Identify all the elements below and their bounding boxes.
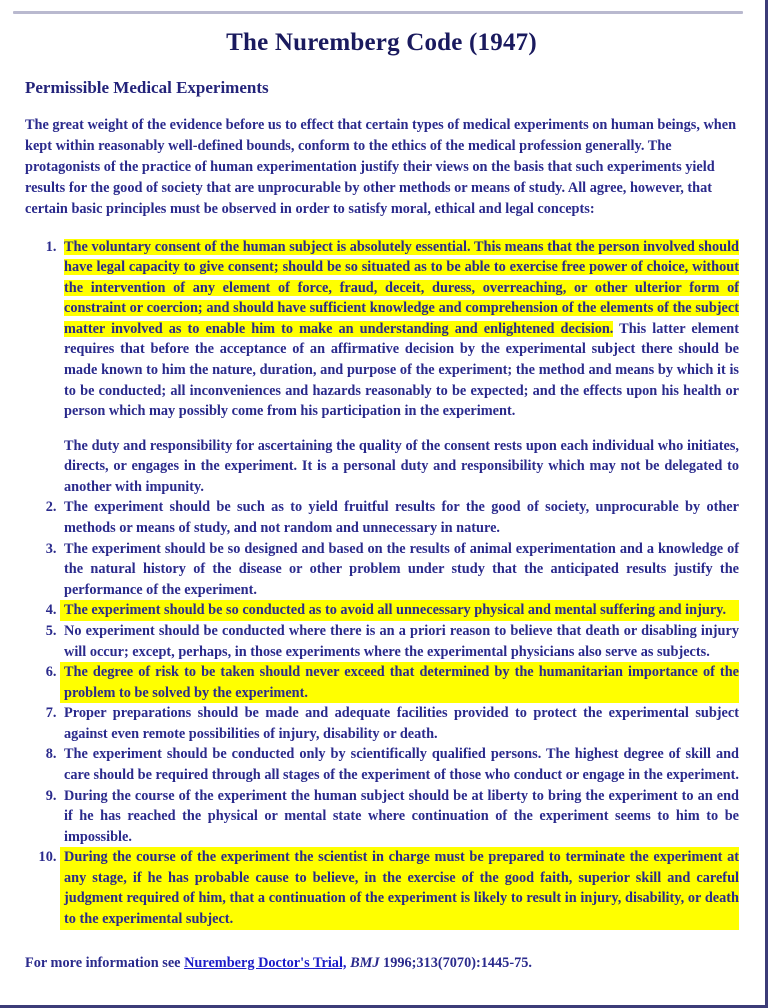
section-subtitle: Permissible Medical Experiments: [25, 77, 269, 97]
principles-list: [24, 237, 739, 930]
principle-item-5: [60, 621, 739, 662]
principle-1-paragraph-1: [64, 237, 739, 422]
principle-7-text: Proper preparations should be made and adequate facilities provided to protect the experimental subject against even remote possibilities of injury, disability or death.: [64, 705, 739, 742]
journal-name: BMJ: [350, 954, 380, 971]
citation-detail: 1996;313(7070):1445-75.: [379, 954, 532, 971]
principle-item-2: [60, 497, 739, 538]
nuremberg-doctors-trial-link[interactable]: Nuremberg Doctor's Trial,: [184, 954, 347, 971]
principle-8-text: The experiment should be conducted only by scientifically qualified persons. The highest degree of skill and care should be required through all stages of the experiment of those who conduct or engage in the experiment.: [64, 746, 739, 783]
principle-item-6: [60, 662, 739, 703]
principle-item-4: [60, 600, 739, 621]
principle-1-tail: This latter element requires that before the acceptance of an affirmative decision by the experimental subject there should be made known to him the nature, duration, and purpose of the experiment; the method and means by which it is to be conducted; all inconveniences and hazards reasonably to be expected; and the effects upon his health or person which may possibly come from his participation in the experiment.: [64, 320, 739, 420]
footer-lead-text: For more information see: [25, 954, 185, 971]
highlight-principle-10: During the course of the experiment the scientist in charge must be prepared to terminate the experiment at any stage, if he has probable cause to believe, in the exercise of the good faith, superior skill and careful judgment required of him, that a continuation of the experiment is likely to result in injury, disability, or death to the experimental subject.: [64, 849, 739, 928]
principle-item-8: [60, 744, 739, 785]
highlight-principle-4: The experiment should be so conducted as to avoid all unnecessary physical and mental suffering and injury.: [64, 602, 727, 619]
highlight-principle-6: The degree of risk to be taken should never exceed that determined by the humanitarian importance of the problem to be solved by the experiment.: [64, 664, 739, 701]
principle-item-10: [60, 847, 739, 929]
highlight-principle-1: The voluntary consent of the human subject is absolutely essential. This means that the person involved should have legal capacity to give consent; should be so situated as to be able to exercise free power of choice, without the intervention of any element of force, fraud, deceit, duress, overreaching, or other ulterior form of constraint or coercion; and should have sufficient knowledge and comprehension of the elements of the subject matter involved as to enable him to make an understanding and enlightened decision.: [64, 238, 739, 337]
page-title: The Nuremberg Code (1947): [226, 29, 537, 56]
principle-1-paragraph-2: The duty and responsibility for ascertaining the quality of the consent rests upon each individual who initiates, directs, or engages in the experiment. It is a personal duty and responsibility which may not be delegated to another with impunity.: [64, 437, 739, 495]
principle-item-3: [60, 539, 739, 601]
principle-item-9: [60, 786, 739, 848]
principle-item-7: [60, 703, 739, 744]
principle-3-text: The experiment should be so designed and based on the results of animal experimentation and a knowledge of the natural history of the disease or other problem under study that the anticipated results justify the performance of the experiment.: [64, 540, 739, 598]
principle-2-text: The experiment should be such as to yield fruitful results for the good of society, unprocurable by other methods or means of study, and not random and unnecessary in nature.: [64, 499, 739, 537]
principle-9-text: During the course of the experiment the human subject should be at liberty to bring the experiment to an end if he has reached the physical or mental state where continuation of the experiment seems to him to be impossible.: [64, 787, 739, 845]
principle-5-text: No experiment should be conducted where there is an a priori reason to believe that death or disabling injury will occur; except, perhaps, in those experiments where the experimental physicians also serve as subjects.: [64, 622, 739, 660]
principle-item-1: [60, 237, 739, 498]
footer-citation: [24, 953, 739, 973]
top-divider-rule: [13, 11, 743, 14]
intro-paragraph: The great weight of the evidence before us to effect that certain types of medical experiments on human beings, when kept within reasonably well-defined bounds, conform to the ethics of the medical profession generally. The protagonists of the practice of human experimentation justify their views on the basis that such experiments yield results for the good of society that are unprocurable by other methods or means of study. All agree, however, that certain basic principles must be observed in order to satisfy moral, ethical and legal concepts:: [25, 117, 737, 218]
